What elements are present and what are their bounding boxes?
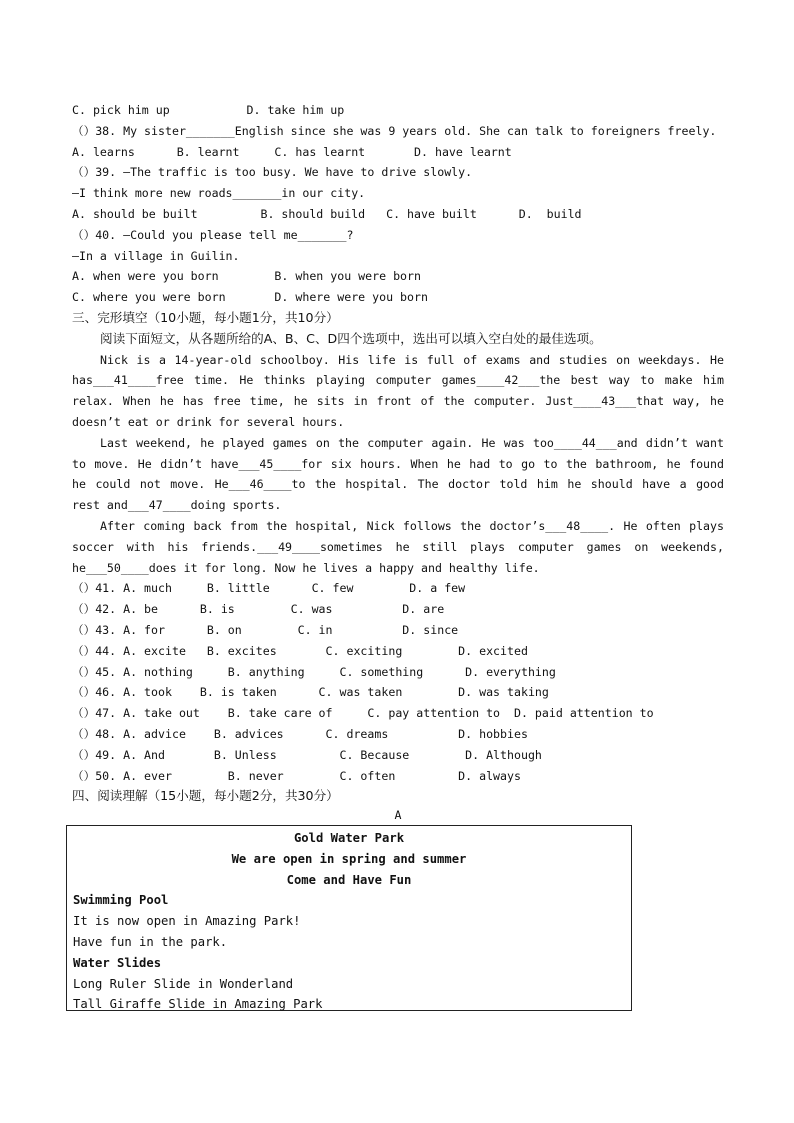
option-row-48: （）48. A. advice B. advices C. dreams D. hobbies [72, 726, 528, 741]
passage-line: relax. When he has free time, he sits in front of the computer. Just____43___that way, he [72, 394, 724, 409]
question-line: C. pick him up D. take him up [72, 103, 345, 117]
question-38: （）38. My sister_______English since she was 9 years old. She can talk to foreigners freely. [72, 123, 717, 138]
option-row-42: （）42. A. be B. is C. was D. are [72, 602, 445, 617]
passage-label: A [394, 808, 402, 823]
passage-line: he could not move. He___46____to the hospital. The doctor told him he should have a good [72, 477, 724, 492]
question-40: （）40. —Could you please tell me_______? [72, 227, 354, 242]
slides-line: Tall Giraffe Slide in Amazing Park [73, 997, 323, 1012]
question-line: A. learns B. learnt C. has learnt D. have learnt [72, 144, 512, 159]
section-heading-cloze: 三、完形填空（10小题，每小题1分，共10分） [72, 309, 339, 325]
advert-box [66, 825, 632, 1011]
option-row-46: （）46. A. took B. is taken C. was taken D. was taking [72, 685, 549, 700]
swimming-line: It is now open in Amazing Park! [73, 914, 301, 929]
question-line: —In a village in Guilin. [72, 248, 240, 263]
advert-slogan: Come and Have Fun [286, 872, 412, 887]
question-39: （）39. —The traffic is too busy. We have to drive slowly. [72, 165, 473, 180]
passage-line: has___41____free time. He thinks playing computer games____42___the best way to make him [72, 373, 724, 388]
question-line: C. where you were born D. where were you born [72, 290, 428, 305]
passage-line: rest and___47____doing sports. [72, 498, 282, 513]
option-row-44: （）44. A. excite B. excites C. exciting D. excited [72, 643, 528, 658]
section-heading-reading: 四、阅读理解（15小题，每小题2分，共30分） [72, 788, 339, 804]
passage-line: he___50____does it for long. Now he lives a happy and healthy life. [72, 560, 540, 575]
passage-line: Last weekend, he played games on the computer again. He was too____44___and didn’t want [100, 435, 724, 450]
slides-line: Long Ruler Slide in Wonderland [73, 976, 294, 991]
option-row-49: （）49. A. And B. Unless C. Because D. Although [72, 747, 542, 762]
slides-heading: Water Slides [73, 955, 162, 970]
passage-line: After coming back from the hospital, Nick follows the doctor’s___48____. He often plays [100, 518, 724, 533]
passage-line: Nick is a 14-year-old schoolboy. His life is full of exams and studies on weekdays. He [100, 352, 724, 367]
option-row-50: （）50. A. ever B. never C. often D. always [72, 768, 521, 783]
exam-page [72, 100, 724, 823]
advert-title: Gold Water Park [293, 831, 405, 845]
section-instruction: 阅读下面短文，从各题所给的A、B、C、D四个选项中，选出可以填入空白处的最佳选项。 [100, 330, 602, 346]
question-line: A. should be built B. should build C. have built D. build [72, 206, 582, 221]
swimming-line: Have fun in the park. [73, 934, 228, 949]
option-row-47: （）47. A. take out B. take care of C. pay attention to D. paid attention to [72, 706, 654, 721]
option-row-43: （）43. A. for B. on C. in D. since [72, 622, 459, 637]
swimming-heading: Swimming Pool [73, 893, 169, 908]
passage-line: doesn’t eat or drink for several hours. [72, 414, 345, 429]
passage-line: soccer with his friends.___49____sometimes he still plays computer games on weekends, [72, 539, 724, 554]
passage-line: to move. He didn’t have___45____for six hours. When he had to go to the bathroom, he found [72, 456, 724, 471]
advert-subtitle: We are open in spring and summer [231, 851, 467, 866]
question-line: —I think more new roads_______in our city. [72, 186, 366, 201]
option-row-45: （）45. A. nothing B. anything C. something D. everything [72, 664, 556, 679]
question-line: A. when were you born B. when you were born [72, 269, 422, 284]
option-row-41: （）41. A. much B. little C. few D. a few [72, 581, 466, 596]
